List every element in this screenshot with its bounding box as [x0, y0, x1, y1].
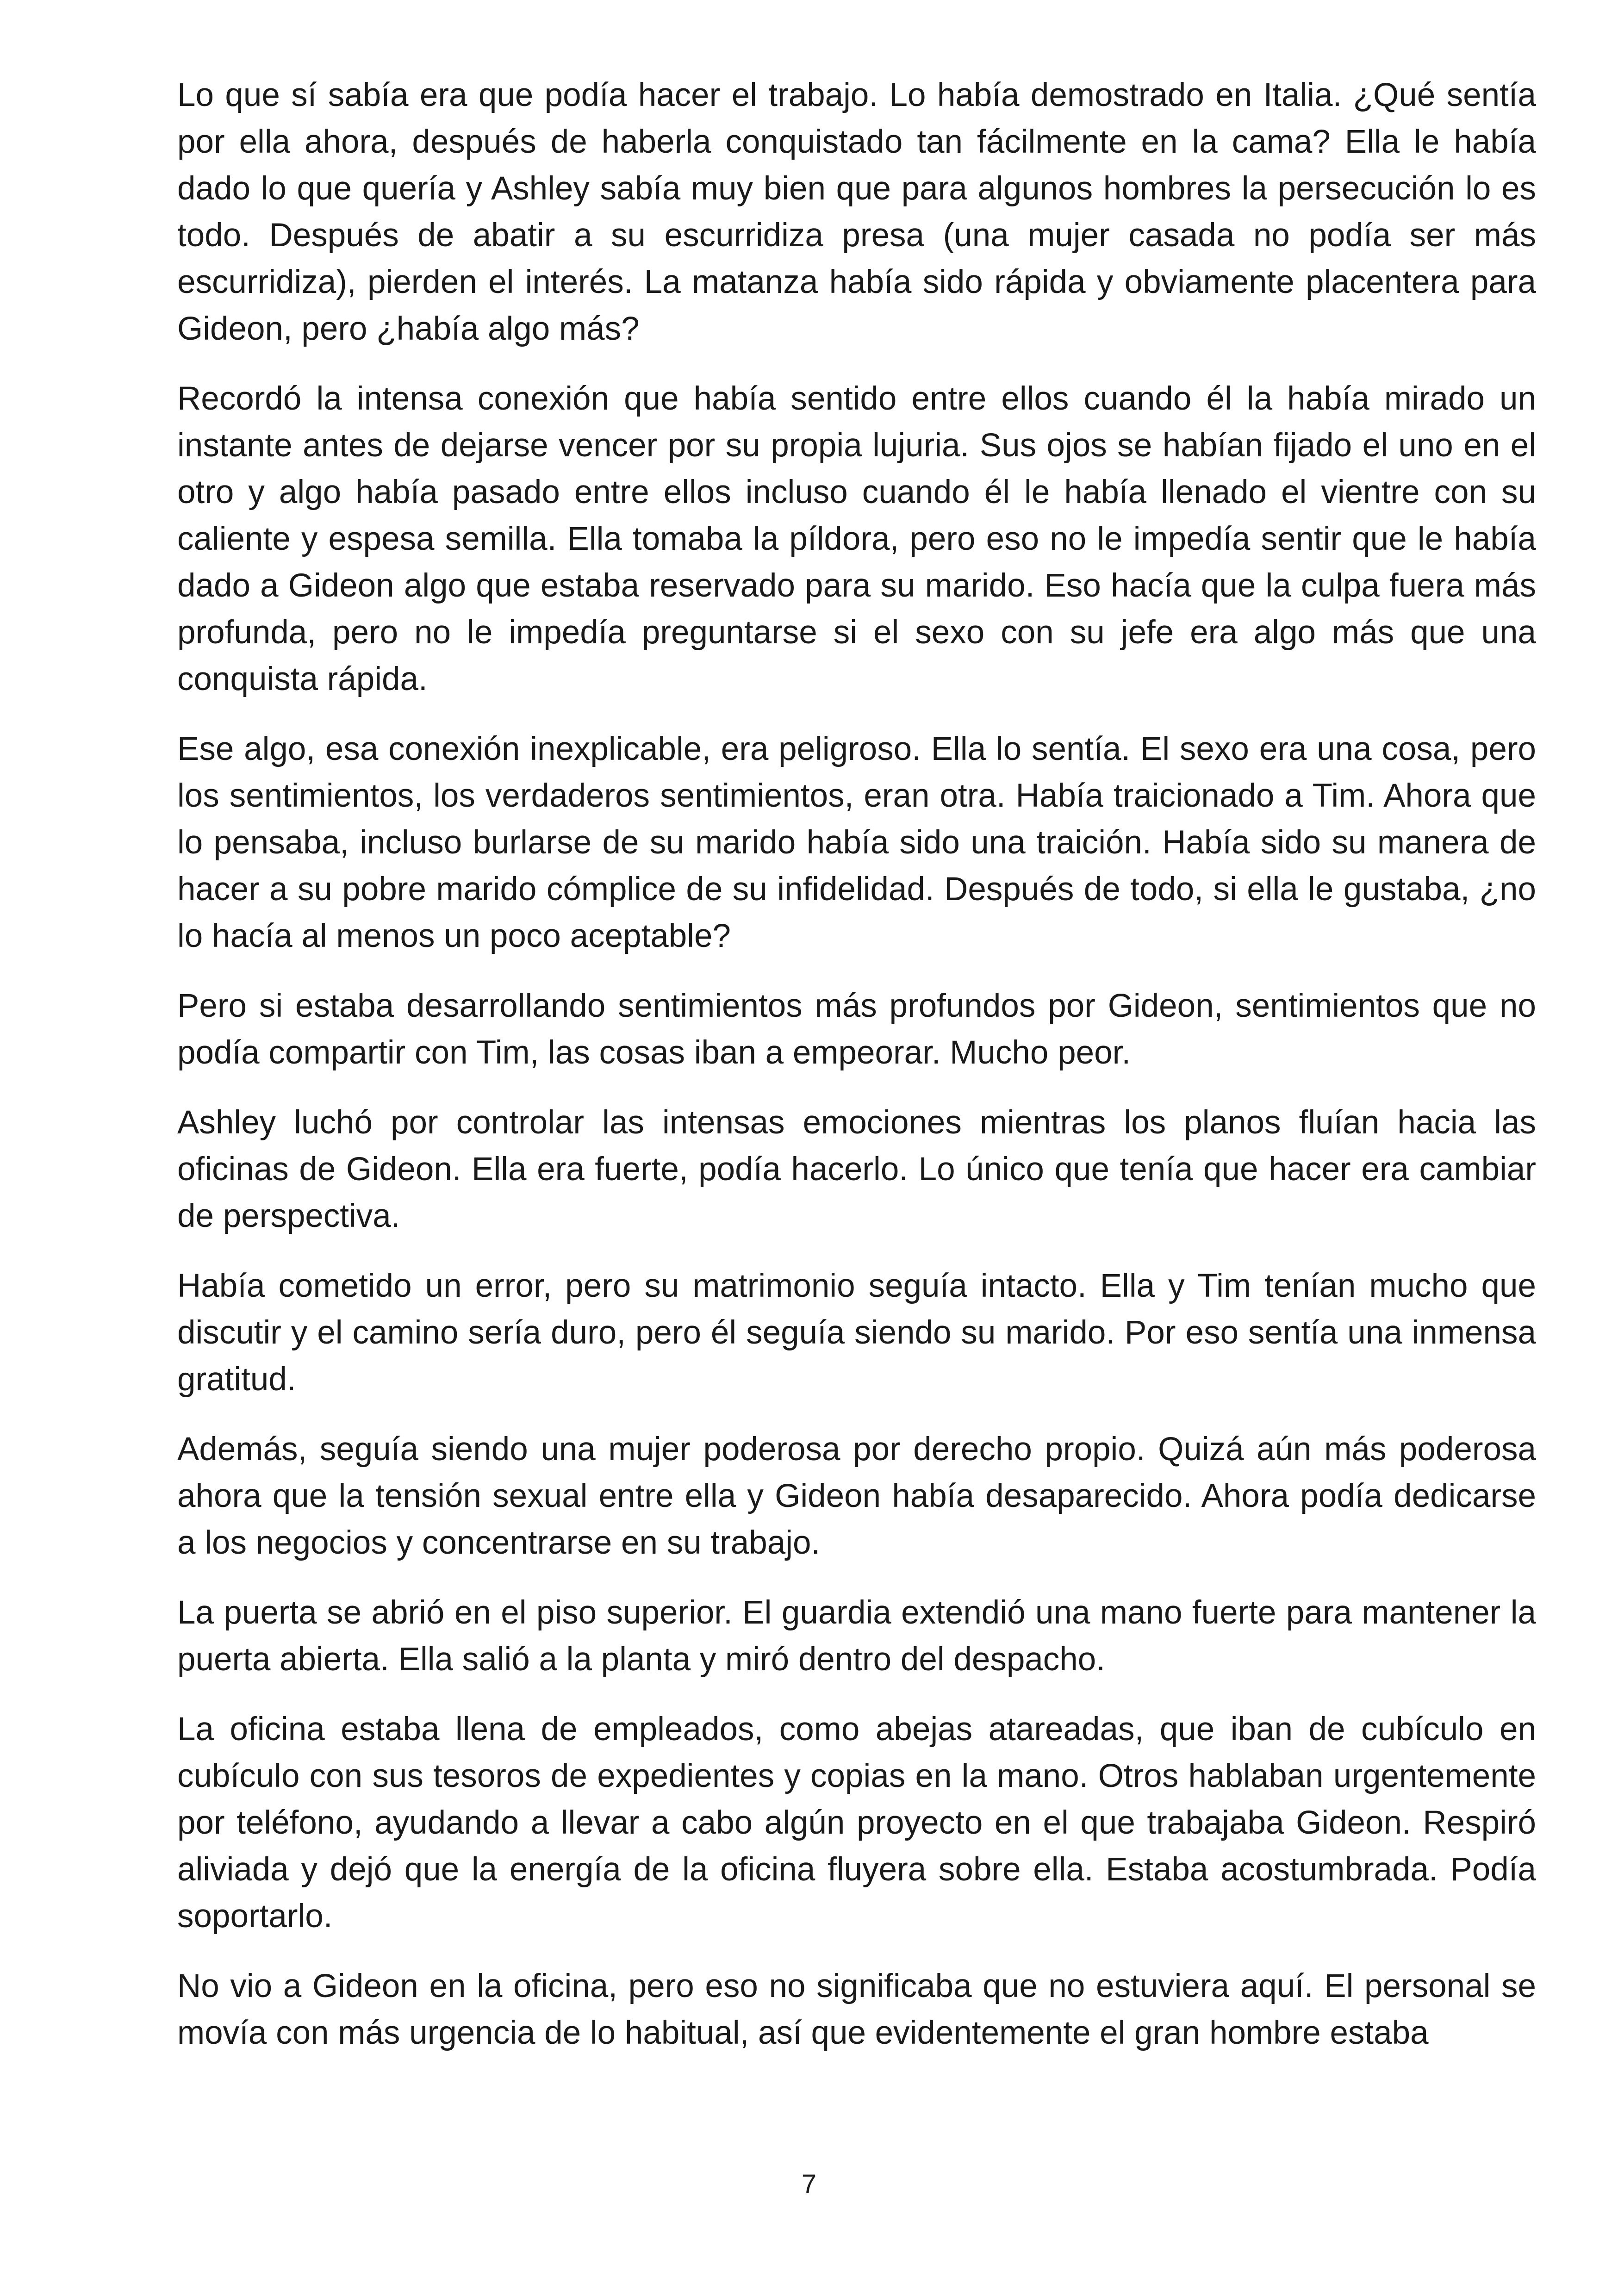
paragraph: Ese algo, esa conexión inexplicable, era peligroso. Ella lo sentía. El sexo era una cosa, pero los sentimientos, los verdaderos sentimientos, eran otra. Había traicionado a Tim. Ahora que lo pensaba, incluso burlarse de su marido había sido una traición. Había sido su manera de hacer a su pobre marido cómplice de su infidelidad. Después de todo, si ella le gustaba, ¿no lo hacía al menos un poco aceptable?: [177, 731, 1536, 954]
page-number: 7: [801, 2169, 817, 2199]
paragraph: Pero si estaba desarrollando sentimientos más profundos por Gideon, sentimientos que no podía compartir con Tim, las cosas iban a empeorar. Mucho peor.: [177, 988, 1536, 1071]
paragraph: Ashley luchó por controlar las intensas emociones mientras los planos fluían hacia las oficinas de Gideon. Ella era fuerte, podía hacerlo. Lo único que tenía que hacer era cambiar de perspectiva.: [177, 1104, 1536, 1234]
body-text: [177, 72, 1536, 2079]
paragraph: Recordó la intensa conexión que había sentido entre ellos cuando él la había mirado un instante antes de dejarse vencer por su propia lujuria. Sus ojos se habían fijado el uno en el otro y algo había pasado entre ellos incluso cuando él le había llenado el vientre con su caliente y espesa semilla. Ella tomaba la píldora, pero eso no le impedía sentir que le había dado a Gideon algo que estaba reservado para su marido. Eso hacía que la culpa fuera más profunda, pero no le impedía preguntarse si el sexo con su jefe era algo más que una conquista rápida.: [177, 380, 1536, 697]
paragraph: Además, seguía siendo una mujer poderosa por derecho propio. Quizá aún más poderosa ahora que la tensión sexual entre ella y Gideon había desaparecido. Ahora podía dedicarse a los negocios y concentrarse en su trabajo.: [177, 1431, 1536, 1561]
paragraph: La oficina estaba llena de empleados, como abejas atareadas, que iban de cubículo en cubículo con sus tesoros de expedientes y copias en la mano. Otros hablaban urgentemente por teléfono, ayudando a llevar a cabo algún proyecto en el que trabajaba Gideon. Respiró aliviada y dejó que la energía de la oficina fluyera sobre ella. Estaba acostumbrada. Podía soportarlo.: [177, 1711, 1536, 1935]
paragraph: No vio a Gideon en la oficina, pero eso no significaba que no estuviera aquí. El personal se movía con más urgencia de lo habitual, así que evidentemente el gran hombre estaba: [177, 1968, 1536, 2051]
paragraph: La puerta se abrió en el piso superior. El guardia extendió una mano fuerte para mantener la puerta abierta. Ella salió a la planta y miró dentro del despacho.: [177, 1594, 1536, 1678]
paragraph: Lo que sí sabía era que podía hacer el trabajo. Lo había demostrado en Italia. ¿Qué sentía por ella ahora, después de haberla conquistado tan fácilmente en la cama? Ella le había dado lo que quería y Ashley sabía muy bien que para algunos hombres la persecución lo es todo. Después de abatir a su escurridiza presa (una mujer casada no podía ser más escurridiza), pierden el interés. La matanza había sido rápida y obviamente placentera para Gideon, pero ¿había algo más?: [177, 77, 1536, 347]
paragraph: Había cometido un error, pero su matrimonio seguía intacto. Ella y Tim tenían mucho que discutir y el camino sería duro, pero él seguía siendo su marido. Por eso sentía una inmensa gratitud.: [177, 1268, 1536, 1398]
